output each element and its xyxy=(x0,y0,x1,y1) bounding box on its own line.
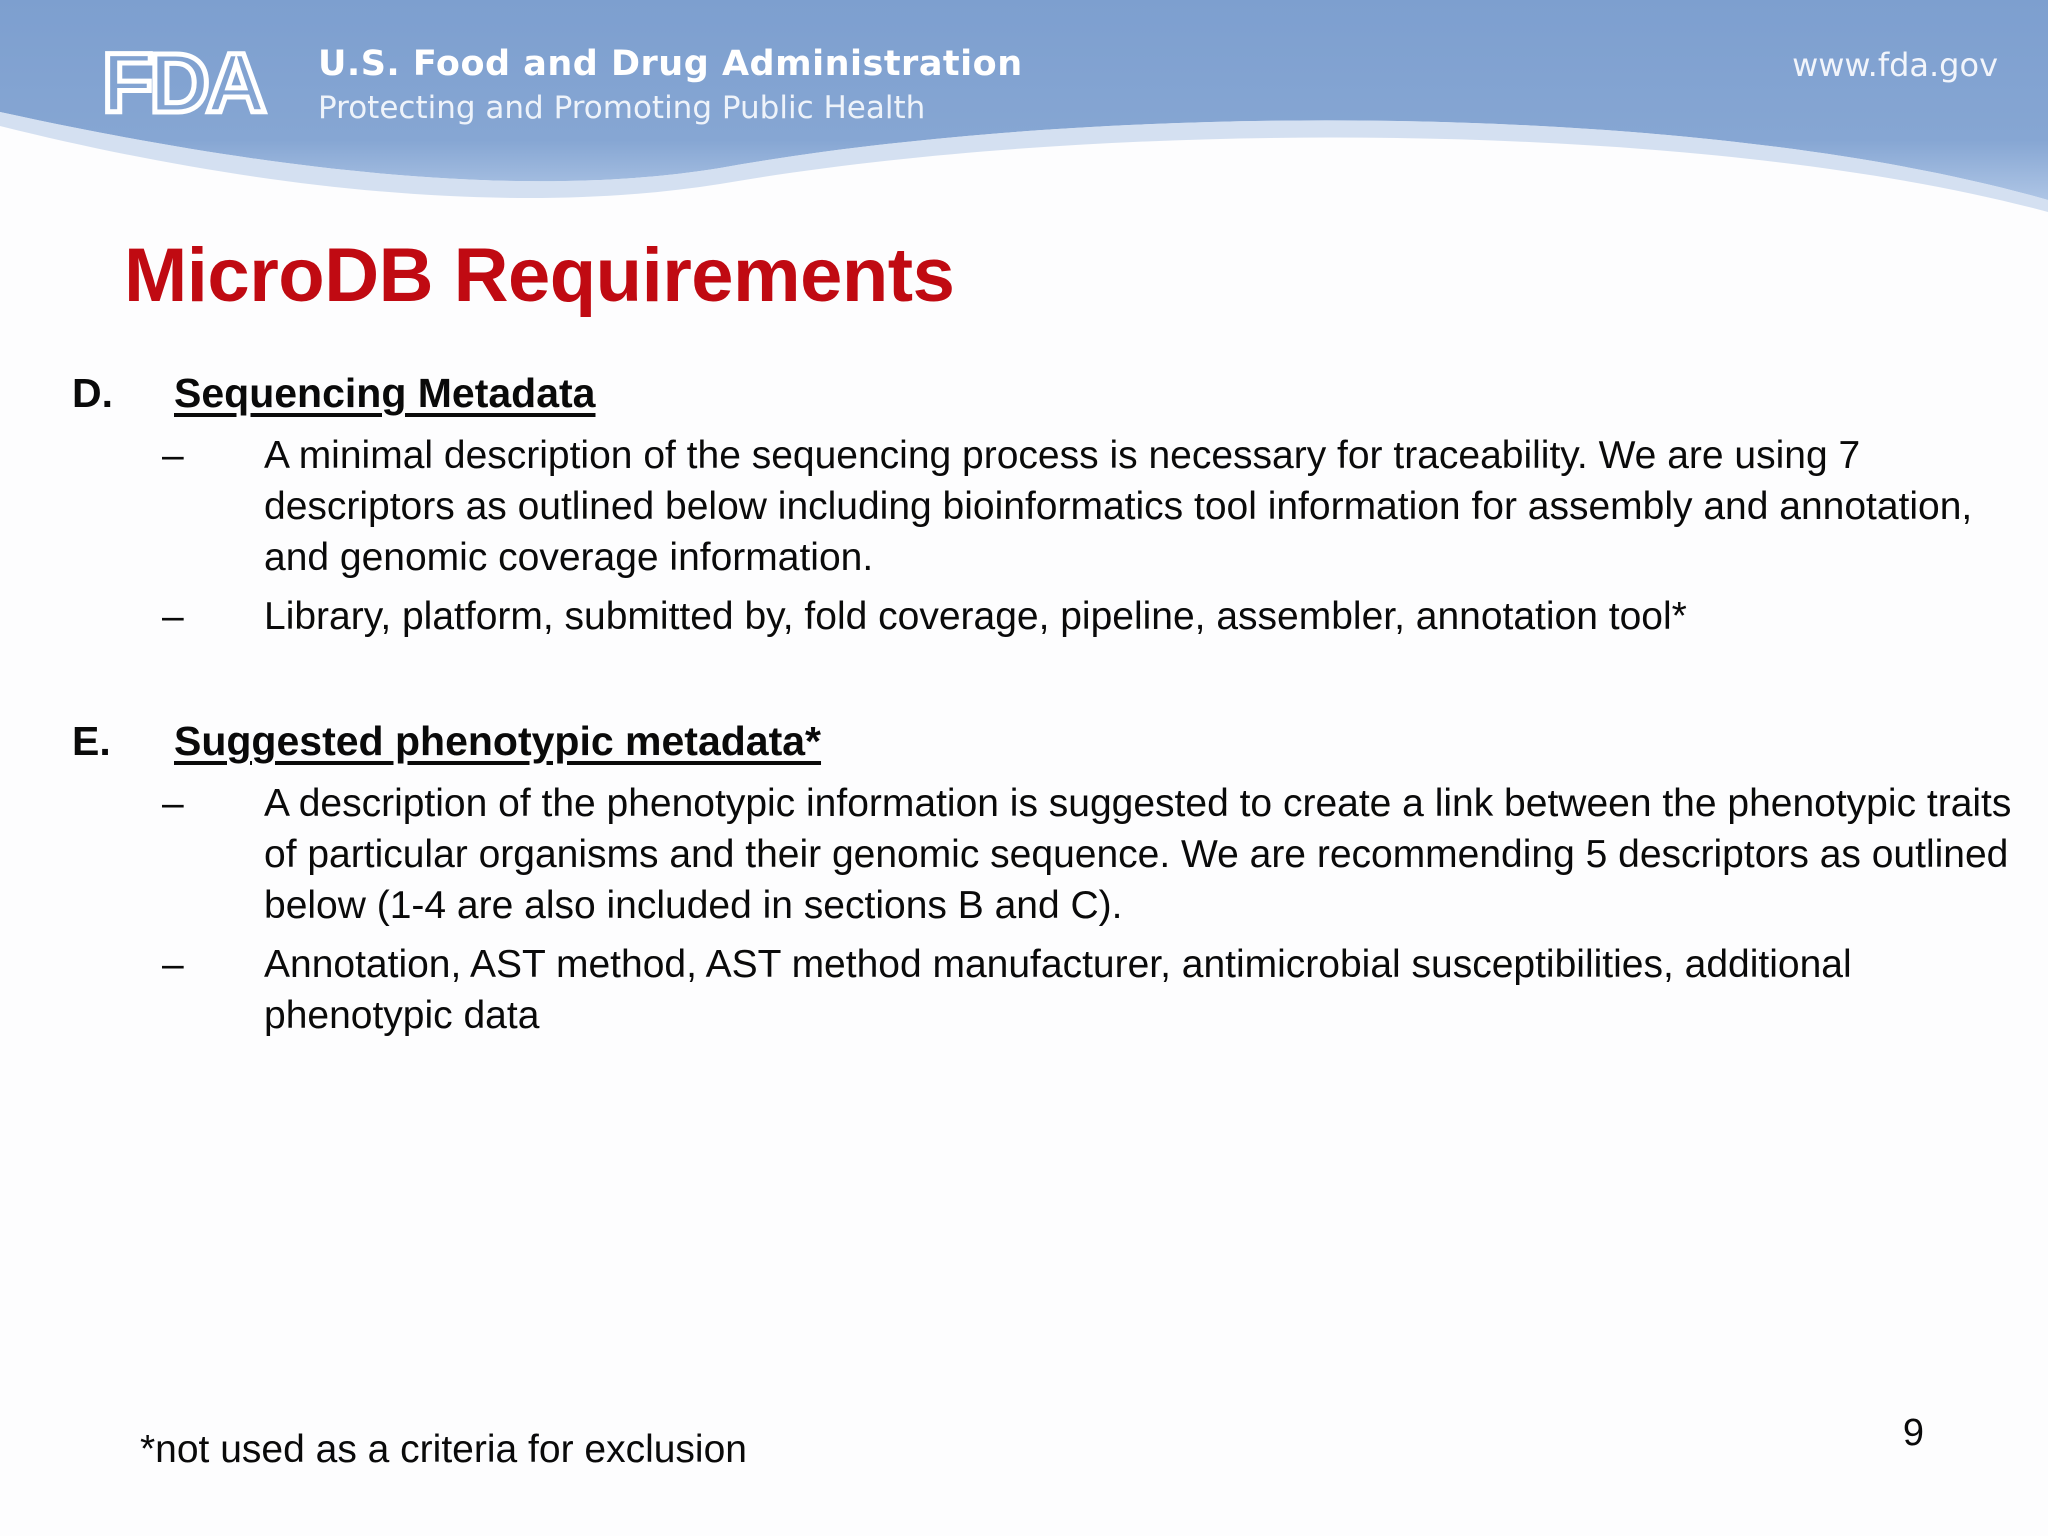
logo-text: FDA xyxy=(102,40,263,124)
bullet-dash: – xyxy=(162,434,184,477)
bullet-text: Library, platform, submitted by, fold coverage, pipeline, assembler, annotation tool* xyxy=(264,595,1687,638)
list-item xyxy=(72,430,2012,583)
section-heading: Sequencing Metadata xyxy=(174,370,596,416)
section-letter: D. xyxy=(72,370,113,416)
list-item xyxy=(72,591,2012,642)
section-header xyxy=(72,370,2012,422)
page-number: 9 xyxy=(1902,1412,1924,1454)
list-item xyxy=(72,778,2012,931)
section-heading: Suggested phenotypic metadata* xyxy=(174,718,822,764)
fda-logo-icon xyxy=(100,40,300,124)
bullet-text: A description of the phenotypic information is suggested to create a link between the phenotypic traits of particular organisms and their genomic sequence. We are recommending 5 descriptors as outlined below (1-4 are also included in sections B and C). xyxy=(264,782,2012,927)
bullet-dash: – xyxy=(162,782,184,825)
section-header xyxy=(72,718,2012,770)
agency-name: U.S. Food and Drug Administration xyxy=(318,44,1023,84)
page-title: MicroDB Requirements xyxy=(124,233,955,318)
bullet-dash: – xyxy=(162,595,184,638)
website-link[interactable]: www.fda.gov xyxy=(1792,46,1998,84)
agency-tagline: Protecting and Promoting Public Health xyxy=(318,90,926,126)
footnote: *not used as a criteria for exclusion xyxy=(140,1428,747,1471)
section-sequencing-metadata xyxy=(72,370,2012,642)
bullet-dash: – xyxy=(162,943,184,986)
list-item xyxy=(72,939,2012,1041)
section-phenotypic-metadata xyxy=(72,718,2012,1041)
bullet-text: A minimal description of the sequencing process is necessary for traceability. We are using 7 descriptors as outlined below including bioinformatics tool information for assembly and annotation, and genomic coverage information. xyxy=(264,434,1973,579)
header-banner xyxy=(0,0,2048,230)
section-letter: E. xyxy=(72,718,111,764)
bullet-text: Annotation, AST method, AST method manufacturer, antimicrobial susceptibilities, additional phenotypic data xyxy=(264,943,1852,1037)
